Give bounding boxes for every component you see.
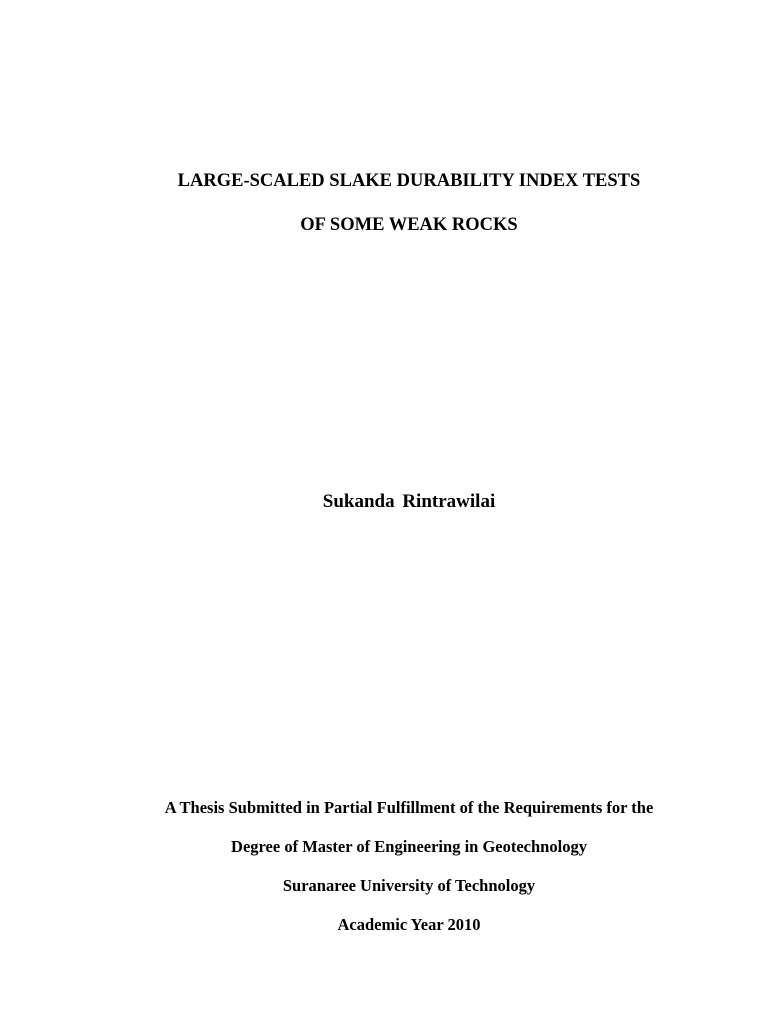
thesis-title-line-1: LARGE-SCALED SLAKE DURABILITY INDEX TESTS <box>177 171 641 191</box>
author-name: Sukanda Rintrawilai <box>322 491 496 512</box>
university-name: Suranaree University of Technology <box>282 876 536 895</box>
submission-statement-line-1: A Thesis Submitted in Partial Fulfillment of the Requirements for the <box>164 798 654 817</box>
academic-year: Academic Year 2010 <box>337 915 481 934</box>
submission-statement-line-2: Degree of Master of Engineering in Geotechnology <box>231 837 587 856</box>
thesis-title-line-2: OF SOME WEAK ROCKS <box>300 215 518 235</box>
